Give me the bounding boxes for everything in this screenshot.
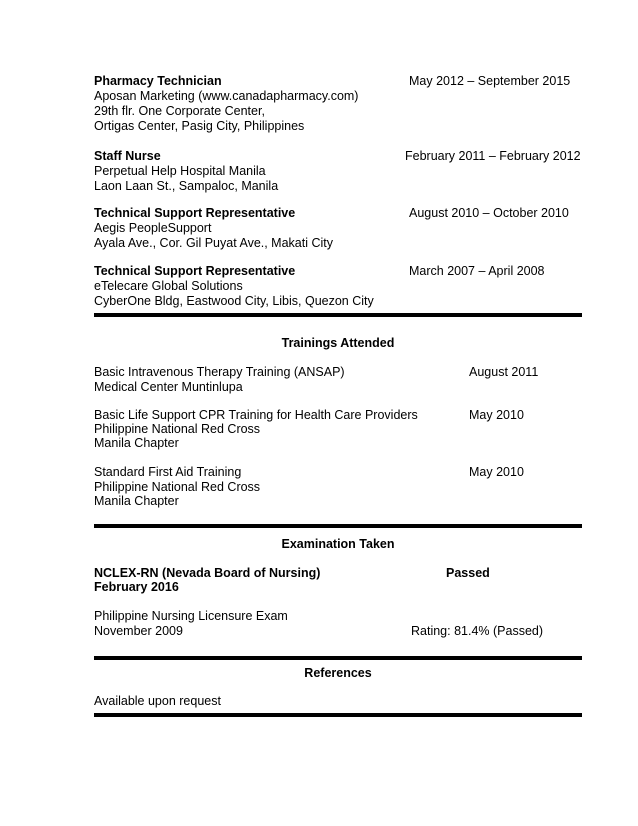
job-dates: February 2011 – February 2012 <box>405 149 581 163</box>
section-divider <box>94 313 582 317</box>
training-provider: Philippine National Red Cross <box>94 422 261 436</box>
section-divider <box>94 656 582 660</box>
job-dates: March 2007 – April 2008 <box>409 264 545 278</box>
job-title: Staff Nurse <box>94 149 161 163</box>
training-provider: Manila Chapter <box>94 494 179 508</box>
job-title: Pharmacy Technician <box>94 74 222 88</box>
job-dates: May 2012 – September 2015 <box>409 74 571 88</box>
references-heading: References <box>304 666 372 680</box>
job-address-line: 29th flr. One Corporate Center, <box>94 104 265 118</box>
job-title: Technical Support Representative <box>94 264 296 278</box>
job-employer: Perpetual Help Hospital Manila <box>94 164 266 178</box>
job-address-line: Ortigas Center, Pasig City, Philippines <box>94 119 305 133</box>
job-title: Technical Support Representative <box>94 206 296 220</box>
exam-result: Rating: 81.4% (Passed) <box>411 624 544 638</box>
exam-name: NCLEX-RN (Nevada Board of Nursing) <box>94 566 321 580</box>
job-employer: Aposan Marketing (www.canadapharmacy.com) <box>94 89 359 103</box>
training-title: Basic Intravenous Therapy Training (ANSAP) <box>94 365 345 379</box>
training-provider: Medical Center Muntinlupa <box>94 380 243 394</box>
training-provider: Manila Chapter <box>94 436 179 450</box>
job-address-line: CyberOne Bldg, Eastwood City, Libis, Quezon City <box>94 294 374 308</box>
exam-date: February 2016 <box>94 580 179 594</box>
exam-name: Philippine Nursing Licensure Exam <box>94 609 288 623</box>
training-date: August 2011 <box>469 365 539 379</box>
training-title: Standard First Aid Training <box>94 465 242 479</box>
trainings-heading: Trainings Attended <box>281 336 395 350</box>
references-text: Available upon request <box>94 694 221 708</box>
exam-result: Passed <box>446 566 490 580</box>
section-divider <box>94 713 582 717</box>
exams-heading: Examination Taken <box>281 537 395 551</box>
section-divider <box>94 524 582 528</box>
training-title: Basic Life Support CPR Training for Health Care Providers <box>94 408 418 422</box>
job-employer: Aegis PeopleSupport <box>94 221 212 235</box>
job-dates: August 2010 – October 2010 <box>409 206 569 220</box>
job-employer: eTelecare Global Solutions <box>94 279 243 293</box>
job-address-line: Ayala Ave., Cor. Gil Puyat Ave., Makati City <box>94 236 334 250</box>
exam-date: November 2009 <box>94 624 183 638</box>
training-date: May 2010 <box>469 408 524 422</box>
job-address-line: Laon Laan St., Sampaloc, Manila <box>94 179 279 193</box>
training-provider: Philippine National Red Cross <box>94 480 261 494</box>
training-date: May 2010 <box>469 465 524 479</box>
